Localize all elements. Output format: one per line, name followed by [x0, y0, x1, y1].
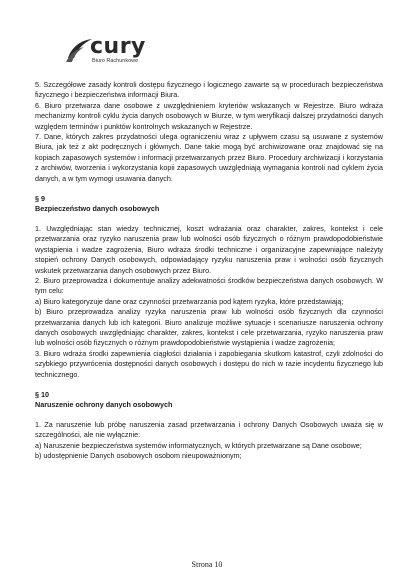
- list-item: a) Naruszenie bezpieczeństwa systemów informatycznych, w których przetwarzane są Dane osobowe;: [35, 440, 362, 450]
- logo-wordmark: cury: [90, 34, 146, 59]
- paragraph: 6. Biuro przetwarza dane osobowe z uwzględnieniem kryteriów wskazanych w Rejestrze. Biuro wdraża mechanizmy kontroli cyklu życia danych osobowych w Biurze, w tym weryfikacji dalszej przydatności danych względem terminów i punktów kontrolnych wskazanych w Rejestrze.: [35, 100, 383, 131]
- company-logo: [64, 34, 174, 70]
- paragraph: 3. Biuro wdraża środki zapewnienia ciągłości działania i zapobiegania skutkom katastrof, czyli zdolności do szybkiego przywrócenia dostępności danych osobowych i dostępu do nich w razie incydentu fizycznego lub technicznego.: [35, 348, 383, 379]
- paragraph: 1. Za naruszenie lub próbę naruszenia zasad przetwarzania i ochrony Danych Osobowych uważa się w szczególności, ale nie wyłącznie:: [35, 419, 383, 440]
- section-number: § 9: [35, 194, 45, 204]
- paragraph: 2. Biuro przeprowadza i dokumentuje analizy adekwatności środków bezpieczeństwa danych osobowych. W tym celu:: [35, 275, 383, 296]
- section-title: Bezpieczeństwo danych osobowych: [35, 204, 160, 214]
- document-body: [35, 80, 383, 461]
- list-item: b) udostępnienie Danych osobowych osobom nieupoważnionym;: [35, 451, 242, 460]
- paragraph: 7. Dane, których zakres przydatności ulega ograniczeniu wraz z upływem czasu są usuwane z systemów Biura, jak też z akt podręcznych i głównych. Dane takie mogą być archiwizowane oraz znajdować się na kopiach zapasowych systemów i informacji przetwarzanych przez Biuro. Procedury archiwizacji i korzystania z archiwów, tworzenia i wykorzystania kopii zapasowych uwzględniają wymagania kontroli nad cyklem życia danych, a w tym wymogi usuwania danych.: [35, 132, 383, 183]
- list-item: b) Biuro przeprowadza analizy ryzyka naruszenia praw lub wolności osób fizycznych dla czynności przetwarzania danych lub ich kategorii. Biuro analizuje możliwe sytuacje i scenariusze naruszenia ochrony danych osobowych uwzględniając charakter, zakres, kontekst i cele przetwarzania, ryzyko naruszenia praw lub wolności osób fizycznych o różnym prawdopodobieństwie wystąpienia i wadze zagrożenia;: [35, 307, 383, 348]
- paragraph: 1. Uwzględniając stan wiedzy technicznej, koszt wdrażania oraz charakter, zakres, kontekst i cele przetwarzania oraz ryzyko naruszenia praw lub wolności osób fizycznych o różnym prawdopodobieństwie wystąpienia i wadze zagrożenia, Biuro wdraża środki techniczne i organizacyjne zapewniające należyty stopień ochrony Danych osobowych, odpowiadający ryzyku naruszenia praw i wolności osób fizycznych wskutek przetwarzania danych osobowych przez Biuro.: [35, 223, 383, 275]
- list-item: a) Biuro kategoryzuje dane oraz czynności przetwarzania pod kątem ryzyka, które przedstawiają;: [35, 296, 344, 306]
- paragraph: 5. Szczegółowe zasady kontroli dostępu fizycznego i logicznego zawarte są w procedurach bezpieczeństwa fizycznego i bezpieczeństwa informacji Biura.: [35, 80, 383, 100]
- logo-subtitle: Biuro Rachunkowe: [92, 58, 139, 64]
- section-title: Naruszenie ochrony danych osobowych: [35, 400, 173, 410]
- page-number: Strona 10: [191, 560, 223, 569]
- section-number: § 10: [35, 389, 49, 399]
